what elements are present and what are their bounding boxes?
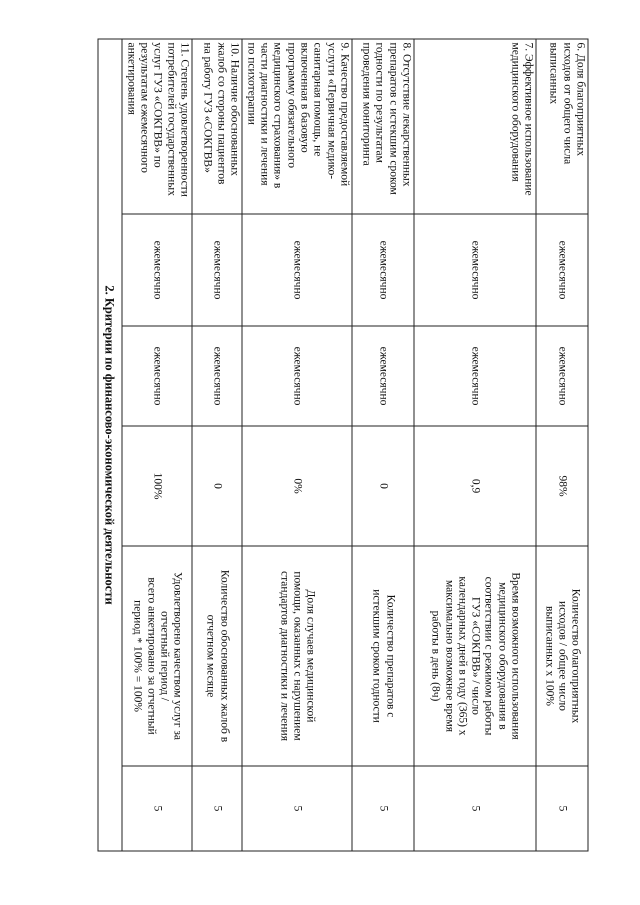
formula-cell: Количество препаратов с истекшим сроком годности: [352, 546, 414, 766]
points-cell: 5: [242, 766, 352, 851]
points-cell: 5: [352, 766, 414, 851]
points-cell: 5: [122, 766, 192, 851]
points-cell: 5: [414, 766, 536, 851]
target-value-cell: 100%: [122, 426, 192, 546]
period-cell: ежемесячно: [414, 326, 536, 426]
period-cell: ежемесячно: [242, 326, 352, 426]
points-cell: 5: [536, 766, 588, 851]
period-cell: ежемесячно: [352, 214, 414, 326]
section-title: 2. Критерии по финансово-экономической деятельности: [98, 39, 122, 851]
period-cell: ежемесячно: [122, 326, 192, 426]
section-heading-row: [98, 39, 122, 851]
criterion-cell: 11. Степень удовлетворенности потребителей государственных услуг ГУЗ «СОКГВВ» по результатам ежемесячного анкетирования: [122, 39, 192, 214]
period-cell: ежемесячно: [536, 214, 588, 326]
formula-cell: Время возможного использования медицинского оборудования в соответствии с режимом работы ГУЗ «СОКГВВ» / число календарных дней в году (365) х максимально возможное время работы в день (8ч): [414, 546, 536, 766]
criterion-cell: 8. Отсутствие лекарственных препаратов с истекшим сроком годности по результатам проведения мониторинга: [352, 39, 414, 214]
criteria-table: [97, 38, 588, 851]
period-cell: ежемесячно: [536, 326, 588, 426]
table-row: [242, 39, 352, 851]
formula-cell: Доля случаев медицинской помощи, оказанных с нарушением стандартов диагностики и лечения: [242, 546, 352, 766]
period-cell: ежемесячно: [414, 214, 536, 326]
target-value-cell: 0%: [242, 426, 352, 546]
period-cell: ежемесячно: [122, 214, 192, 326]
period-cell: ежемесячно: [192, 326, 242, 426]
points-cell: 5: [192, 766, 242, 851]
criterion-cell: 6. Доля благоприятных исходов от общего числа выписанных: [536, 39, 588, 214]
formula-cell: Удовлетворено качеством услуг за отчетный период / всего анкетировано за отчетный период * 100% = 100%: [122, 546, 192, 766]
formula-cell: Количество обоснованных жалоб в отчетном месяце: [192, 546, 242, 766]
period-cell: ежемесячно: [242, 214, 352, 326]
table-row: [414, 39, 536, 851]
target-value-cell: 98%: [536, 426, 588, 546]
table-row: [122, 39, 192, 851]
formula-cell: Количество благоприятных исходов / общее число выписанных х 100%: [536, 546, 588, 766]
target-value-cell: 0: [352, 426, 414, 546]
table-row: [536, 39, 588, 851]
criterion-cell: 9. Качество предоставляемой услуги «Первичная медико- санитарная помощь, не включенная в базовую программу обязательного медицинского страхования» в части диагностики и лечения по психотерапии: [242, 39, 352, 214]
target-value-cell: 0,9: [414, 426, 536, 546]
target-value-cell: 0: [192, 426, 242, 546]
table-row: [352, 39, 414, 851]
period-cell: ежемесячно: [352, 326, 414, 426]
criterion-cell: 7. Эффективное использование медицинского оборудования: [414, 39, 536, 214]
period-cell: ежемесячно: [192, 214, 242, 326]
table-row: [192, 39, 242, 851]
criterion-cell: 10. Наличие обоснованных жалоб со стороны пациентов на работу ГУЗ «СОКГВВ»: [192, 39, 242, 214]
